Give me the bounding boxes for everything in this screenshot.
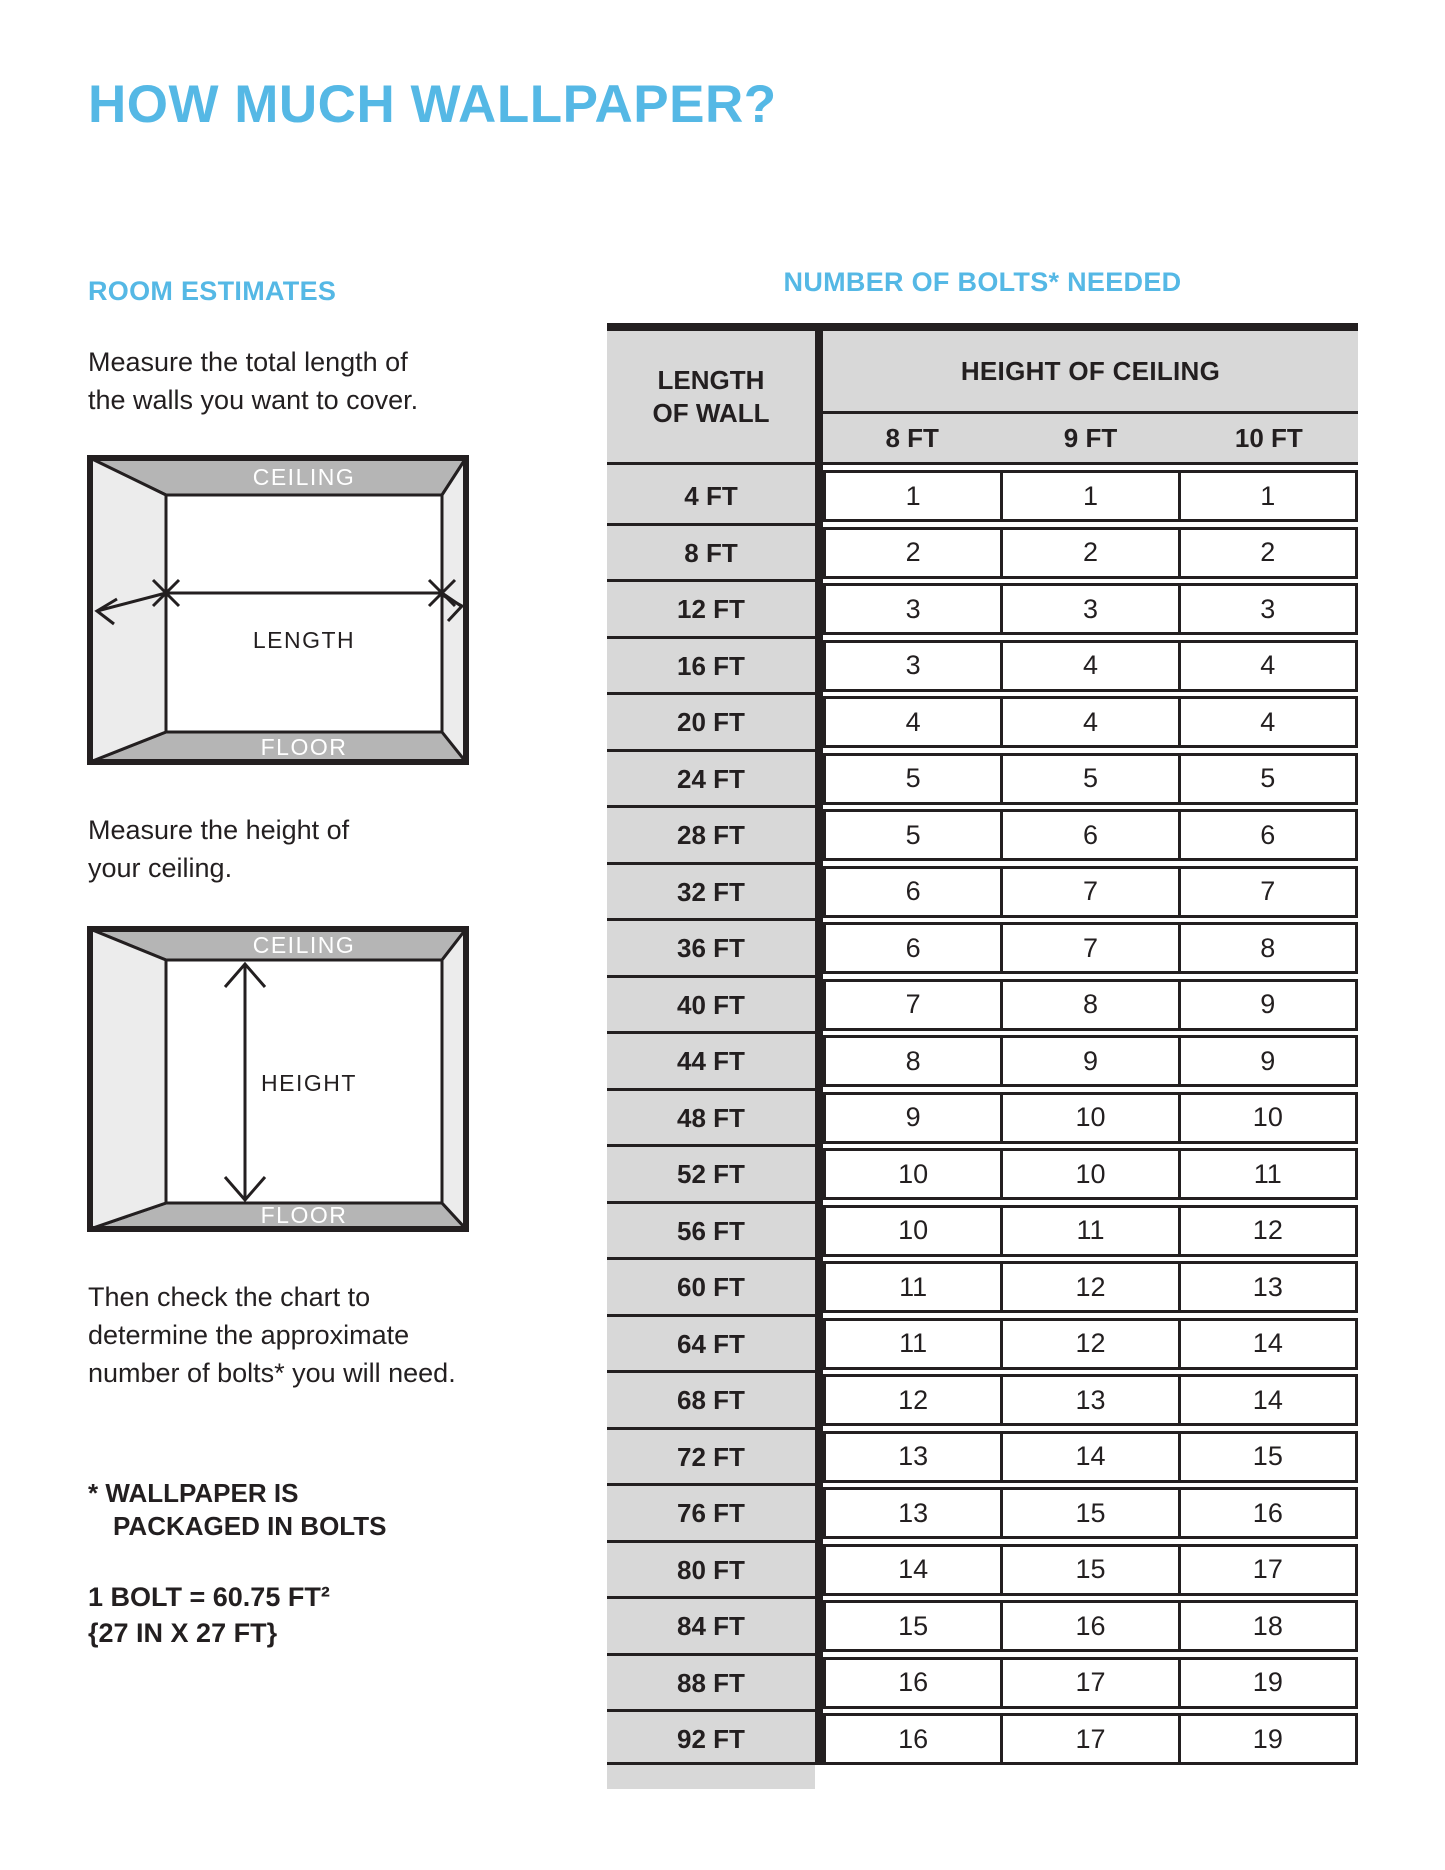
table-cell: 11 xyxy=(823,1261,1003,1313)
row-separator xyxy=(607,1088,815,1091)
col-header-9ft: 9 FT xyxy=(1063,422,1118,453)
table-cell: 6 xyxy=(1181,809,1358,861)
row-separator xyxy=(607,1653,815,1656)
row-separator xyxy=(607,1314,815,1317)
row-separator xyxy=(607,1762,815,1765)
row-separator xyxy=(607,1709,815,1712)
right-wall xyxy=(442,458,466,762)
table-cell: 12 xyxy=(823,1374,1003,1426)
table-row-label: 40 FT xyxy=(677,989,745,1020)
table-row xyxy=(823,979,1358,1031)
step2-line: your ceiling. xyxy=(88,853,233,883)
col-header-10ft: 10 FT xyxy=(1234,422,1303,453)
room-estimates-heading: ROOM ESTIMATES xyxy=(88,276,337,306)
table-cell: 9 xyxy=(1003,1035,1180,1087)
table-cell: 16 xyxy=(1181,1487,1358,1539)
row-separator xyxy=(607,1483,815,1486)
table-cell: 11 xyxy=(823,1318,1003,1370)
table-cell: 19 xyxy=(1181,1713,1358,1765)
table-cell: 10 xyxy=(1003,1092,1180,1144)
table-row xyxy=(823,583,1358,635)
step2-text xyxy=(88,811,349,887)
table-row-label: 92 FT xyxy=(677,1724,745,1754)
table-row xyxy=(823,1657,1358,1709)
row-separator xyxy=(607,1144,815,1147)
table-cell: 17 xyxy=(1003,1713,1180,1765)
row-separator xyxy=(607,1257,815,1260)
table-cell: 15 xyxy=(1003,1544,1180,1596)
table-cell: 5 xyxy=(1181,753,1358,805)
bolt-dimensions: {27 IN X 27 FT} xyxy=(88,1618,278,1648)
table-cell: 3 xyxy=(1003,583,1180,635)
table-cell: 4 xyxy=(1181,640,1358,692)
table-row-header-column xyxy=(607,331,815,1789)
row-separator xyxy=(607,462,815,465)
table-cell: 3 xyxy=(823,583,1003,635)
step3-line: number of bolts* you will need. xyxy=(88,1358,456,1388)
table-cell: 14 xyxy=(1181,1318,1358,1370)
table-cell: 3 xyxy=(1181,583,1358,635)
table-row xyxy=(823,1487,1358,1539)
table-row xyxy=(823,470,1358,522)
height-diagram xyxy=(87,926,469,1232)
row-separator xyxy=(607,636,815,639)
table-row-label: 20 FT xyxy=(677,707,745,737)
table-row-label: 80 FT xyxy=(677,1554,745,1585)
table-row xyxy=(823,1318,1358,1370)
table-row xyxy=(823,1431,1358,1483)
row-separator xyxy=(607,805,815,808)
table-cell: 9 xyxy=(823,1092,1003,1144)
table-row-label: 8 FT xyxy=(684,537,738,568)
table-row xyxy=(823,866,1358,918)
table-cell: 1 xyxy=(1003,470,1180,522)
row-separator xyxy=(607,918,815,921)
table-cell: 12 xyxy=(1003,1261,1180,1313)
table-cell: 5 xyxy=(1003,753,1180,805)
table-row xyxy=(823,1148,1358,1200)
table-cell: 14 xyxy=(1003,1431,1180,1483)
table-row xyxy=(823,1261,1358,1313)
table-subheader-row xyxy=(823,414,1358,465)
table-cell: 12 xyxy=(1003,1318,1180,1370)
table-row-label: 12 FT xyxy=(677,594,745,624)
footnote-line: * WALLPAPER IS xyxy=(88,1478,299,1508)
table-row-label: 44 FT xyxy=(677,1046,745,1076)
step3-line: determine the approximate xyxy=(88,1320,410,1350)
table-cell: 16 xyxy=(823,1657,1003,1709)
table-cell: 8 xyxy=(1003,979,1180,1031)
table-cell: 10 xyxy=(823,1205,1003,1257)
table-cell: 11 xyxy=(1181,1148,1358,1200)
table-cell: 17 xyxy=(1181,1544,1358,1596)
left-wall xyxy=(90,929,166,1229)
row-separator xyxy=(607,692,815,695)
table-row-label: 64 FT xyxy=(677,1328,745,1359)
table-row-label: 32 FT xyxy=(677,876,745,907)
table-cell: 14 xyxy=(823,1544,1003,1596)
table-cell: 5 xyxy=(823,809,1003,861)
ceiling-group-header: HEIGHT OF CEILING xyxy=(823,331,1358,414)
table-cell: 2 xyxy=(1181,527,1358,579)
table-cell: 9 xyxy=(1181,1035,1358,1087)
table-cell: 13 xyxy=(823,1487,1003,1539)
table-cell: 13 xyxy=(823,1431,1003,1483)
table-cell: 18 xyxy=(1181,1600,1358,1652)
table-cell: 7 xyxy=(1003,922,1180,974)
step1-text xyxy=(88,343,418,419)
table-row-label: 60 FT xyxy=(677,1272,745,1302)
bolt-equation: 1 BOLT = 60.75 FT² xyxy=(88,1582,330,1612)
table-row-label: 56 FT xyxy=(677,1215,745,1246)
length-diagram xyxy=(87,455,469,765)
table-cell: 14 xyxy=(1181,1374,1358,1426)
back-wall xyxy=(166,495,442,732)
table-row-label: 48 FT xyxy=(677,1102,745,1133)
table-cell: 11 xyxy=(1003,1205,1180,1257)
step2-line: Measure the height of xyxy=(88,815,350,845)
table-row-label: 88 FT xyxy=(677,1667,745,1698)
table-row-label: 28 FT xyxy=(677,820,745,850)
table-row xyxy=(823,527,1358,579)
table-cell: 12 xyxy=(1181,1205,1358,1257)
table-row xyxy=(823,1374,1358,1426)
table-cell: 15 xyxy=(1181,1431,1358,1483)
table-cell: 7 xyxy=(1181,866,1358,918)
table-row xyxy=(823,1544,1358,1596)
table-cell: 15 xyxy=(823,1600,1003,1652)
table-row xyxy=(823,1035,1358,1087)
table-row xyxy=(823,1600,1358,1652)
table-row xyxy=(823,640,1358,692)
table-row-label: 72 FT xyxy=(677,1441,745,1472)
table-cell: 7 xyxy=(1003,866,1180,918)
table-cell: 16 xyxy=(823,1713,1003,1765)
table-cell: 10 xyxy=(823,1148,1003,1200)
table-row xyxy=(823,1092,1358,1144)
table-cell: 4 xyxy=(1181,696,1358,748)
row-separator xyxy=(607,1031,815,1034)
table-row-label: 68 FT xyxy=(677,1385,745,1415)
table-cell: 2 xyxy=(1003,527,1180,579)
row-separator xyxy=(607,862,815,865)
table-row-label: 4 FT xyxy=(684,481,738,511)
table-cell: 19 xyxy=(1181,1657,1358,1709)
table-cell: 13 xyxy=(1181,1261,1358,1313)
table-cell: 7 xyxy=(823,979,1003,1031)
row-separator xyxy=(607,579,815,582)
bolt-size-info xyxy=(88,1579,330,1651)
bolts-table-heading: NUMBER OF BOLTS* NEEDED xyxy=(783,267,1182,297)
table-cell: 4 xyxy=(1003,640,1180,692)
table-cell: 8 xyxy=(823,1035,1003,1087)
step3-text xyxy=(88,1278,456,1392)
table-cell: 4 xyxy=(823,696,1003,748)
table-row-label: 24 FT xyxy=(677,763,745,794)
col-header-8ft: 8 FT xyxy=(885,422,939,453)
table-cell: 3 xyxy=(823,640,1003,692)
table-row-label: 52 FT xyxy=(677,1159,745,1189)
table-row-label: 84 FT xyxy=(677,1611,745,1641)
floor-label: FLOOR xyxy=(260,1202,348,1228)
table-top-border xyxy=(607,323,1358,331)
table-cell: 16 xyxy=(1003,1600,1180,1652)
row-separator xyxy=(607,975,815,978)
length-label: LENGTH xyxy=(252,627,356,653)
table-cell: 10 xyxy=(1181,1092,1358,1144)
height-label: HEIGHT xyxy=(261,1070,357,1096)
table-cell: 6 xyxy=(823,866,1003,918)
table-cell: 1 xyxy=(823,470,1003,522)
row-separator xyxy=(607,1370,815,1373)
row-separator xyxy=(607,1201,815,1204)
row-separator xyxy=(607,1540,815,1543)
ceiling-label: CEILING xyxy=(252,464,356,490)
table-cell: 15 xyxy=(1003,1487,1180,1539)
right-wall xyxy=(442,929,466,1229)
table-cell: 10 xyxy=(1003,1148,1180,1200)
step3-line: Then check the chart to xyxy=(88,1282,371,1312)
table-row-label: 76 FT xyxy=(677,1498,745,1528)
table-cell: 6 xyxy=(823,922,1003,974)
wallpaper-footnote xyxy=(88,1477,386,1543)
table-cell: 5 xyxy=(823,753,1003,805)
footnote-line: PACKAGED IN BOLTS xyxy=(113,1511,387,1541)
table-cell: 13 xyxy=(1003,1374,1180,1426)
page-title: HOW MUCH WALLPAPER? xyxy=(88,75,777,134)
table-cell: 8 xyxy=(1181,922,1358,974)
table-row xyxy=(823,753,1358,805)
floor-label: FLOOR xyxy=(260,734,348,760)
table-row xyxy=(823,809,1358,861)
step1-line: Measure the total length of xyxy=(88,347,408,377)
table-row-label: 16 FT xyxy=(677,650,745,681)
row-separator xyxy=(607,1427,815,1430)
table-cell: 17 xyxy=(1003,1657,1180,1709)
table-column-divider xyxy=(815,331,823,1765)
step1-line: the walls you want to cover. xyxy=(88,385,419,415)
ceiling-label: CEILING xyxy=(252,932,356,958)
table-row xyxy=(823,1713,1358,1765)
table-row xyxy=(823,922,1358,974)
table-cell: 2 xyxy=(823,527,1003,579)
table-row xyxy=(823,696,1358,748)
bolt-table xyxy=(607,323,1358,1793)
row-separator xyxy=(607,1596,815,1599)
table-row-header: LENGTH OF WALL xyxy=(652,364,770,428)
table-cell: 6 xyxy=(1003,809,1180,861)
table-row xyxy=(823,1205,1358,1257)
row-separator xyxy=(607,749,815,752)
row-separator xyxy=(607,523,815,526)
table-row-label: 36 FT xyxy=(677,933,745,963)
table-cell: 1 xyxy=(1181,470,1358,522)
table-cell: 9 xyxy=(1181,979,1358,1031)
table-cell: 4 xyxy=(1003,696,1180,748)
